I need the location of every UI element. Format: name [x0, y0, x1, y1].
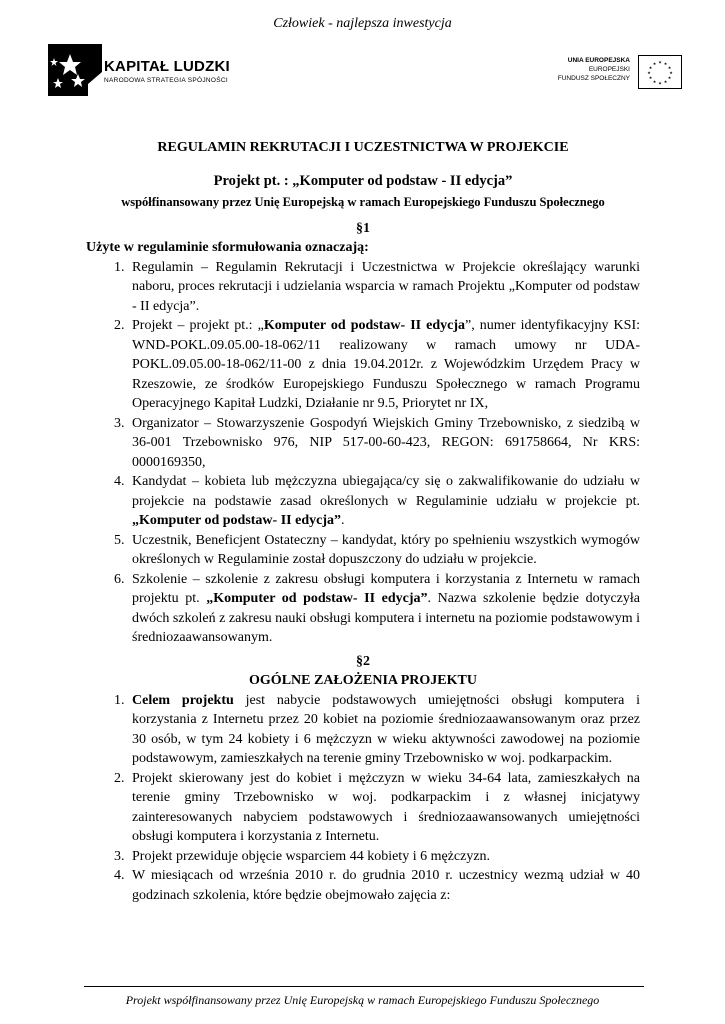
svg-text:★: ★	[663, 61, 668, 66]
kapital-ludzki-logo	[48, 44, 248, 100]
item-text-pre: Kandydat – kobieta lub mężczyzna ubiegająca/cy się o zakwalifikowanie do udziału w projekcie na podstawie zasad określonych w Regulaminie udziału w projekcie pt.	[132, 474, 640, 509]
item-text-bold: „Komputer od podstaw- II edycja”	[206, 591, 428, 606]
item-text-bold: „Komputer od podstaw- II edycja”	[132, 513, 341, 528]
eu-logo-text	[558, 56, 630, 83]
section2-list	[86, 691, 640, 906]
item-text: Projekt skierowany jest do kobiet i mężczyzn w wieku 34-64 lata, zamieszkałych na terenie gminy Trzebownisko w woj. podkarpackim i z własnej inicjatywy zainteresowanych nabyciem podstawowych i średniozaawansowanych umiejętności obsługi komputera i korzystania z Internetu.	[132, 770, 640, 844]
list-item	[128, 258, 640, 317]
footer-divider	[84, 986, 644, 987]
project-title: Projekt pt. : „Komputer od podstaw - II edycja”	[213, 172, 513, 189]
svg-text:★: ★	[667, 65, 672, 70]
footer-text: Projekt współfinansowany przez Unię Europejską w ramach Europejskiego Funduszu Społecznego	[125, 993, 600, 1007]
svg-text:★: ★	[663, 79, 668, 84]
eu-logo-line3: FUNDUSZ SPOŁECZNY	[557, 75, 630, 82]
item-text-pre: Projekt – projekt pt.: „	[132, 318, 264, 333]
document-body	[86, 138, 640, 905]
list-item	[128, 570, 640, 648]
svg-text:★: ★	[647, 70, 651, 75]
section1-sign: §1	[356, 220, 370, 236]
item-text: Organizator – Stowarzyszenie Gospodyń Wiejskich Gminy Trzebownisko, z siedzibą w 36-001 Trzebownisko 976, NIP 517-00-60-423, REGON: 691758664, Nr KRS: 0000169350,	[132, 415, 640, 470]
section1-lead: Użyte w regulaminie sformułowania oznaczają:	[86, 240, 369, 255]
item-text: Projekt przewiduje objęcie wsparciem 44 kobiety i 6 mężczyzn.	[132, 848, 491, 864]
item-text-bold: Celem projektu	[132, 692, 234, 708]
item-text-post: .	[340, 513, 345, 528]
kapital-ludzki-emblem-icon	[48, 44, 102, 100]
section2-heading: OGÓLNE ZAŁOŻENIA PROJEKTU	[249, 673, 477, 688]
list-item	[128, 531, 640, 570]
svg-text:★: ★	[658, 59, 662, 65]
item-text-post: ”, numer identyfikacyjny KSI: WND-POKL.09.05.00-18-062/11 realizowany w ramach umowy nr UDA-POKL.09.05.00-18-062/11-00 z dnia 19.04.2012r. z Wojewódzkim Urzędem Pracy w Rzeszowie, ze środków Europejskiego Funduszu Społecznego w ramach Programu Operacyjnego Kapitał Ludzki, Działanie nr 9.5, Priorytet nr IX,	[132, 318, 640, 411]
item-text-post: . Nazwa szkolenie będzie dotyczyła dwóch szkoleń z zakresu nauki obsługi komputera i internetu na poziomie podstawowym i średniozaawansowanym.	[132, 591, 640, 645]
svg-text:★: ★	[669, 70, 673, 75]
document-title: REGULAMIN REKRUTACJI I UCZESTNICTWA W PROJEKCIE	[157, 140, 569, 155]
list-item	[128, 691, 640, 769]
eu-logo-line1: UNIA EUROPEJSKA	[567, 57, 630, 64]
svg-text:★: ★	[648, 75, 653, 80]
eu-logo	[540, 56, 690, 90]
svg-text:★: ★	[667, 75, 672, 80]
header-tagline: Człowiek - najlepsza inwestycja	[273, 16, 452, 31]
list-item	[128, 769, 640, 847]
svg-text:★: ★	[652, 61, 657, 66]
section1-list	[86, 258, 640, 648]
kapital-ludzki-name: KAPITAŁ LUDZKI	[104, 58, 230, 75]
svg-text:★: ★	[652, 79, 657, 84]
list-item	[128, 847, 640, 867]
list-item	[128, 316, 640, 414]
item-text-pre: Szkolenie – szkolenie z zakresu obsługi komputera i korzystania z Internetu w ramach projektu pt.	[132, 571, 640, 606]
eu-logo-line2: EUROPEJSKI	[588, 66, 630, 73]
svg-text:★: ★	[648, 65, 653, 70]
kapital-ludzki-subtitle: NARODOWA STRATEGIA SPÓJNOŚCI	[104, 77, 228, 84]
item-text: W miesiącach od września 2010 r. do grudnia 2010 r. uczestnicy wezmą udział w 40 godzinach szkolenia, które będzie obejmowało zajęcia z:	[132, 868, 640, 903]
item-text-post: jest nabycie podstawowych umiejętności obsługi komputera i korzystania z Internetu przez 20 kobiet na poziomie średniozaawansowanym oraz przez 30 osób, w tym 24 kobiety i 6 mężczyzn w wieku aktywności zawodowej na poziomie podstawowym, zamieszkałych na terenie gminy Trzebownisko w woj. podkarpackim.	[132, 692, 641, 766]
item-text: Uczestnik, Beneficjent Ostateczny – kandydat, który po spełnieniu wszystkich wymogów określonych w Regulaminie został dopuszczony do udziału w projekcie.	[132, 532, 640, 567]
item-text-bold: Komputer od podstaw- II edycja	[263, 318, 466, 333]
list-item	[128, 866, 640, 905]
list-item	[128, 472, 640, 531]
eu-flag-icon	[638, 55, 682, 89]
svg-text:★: ★	[658, 80, 662, 86]
cofinancing-note: współfinansowany przez Unię Europejską w ramach Europejskiego Funduszu Społecznego	[121, 195, 605, 209]
list-item	[128, 414, 640, 473]
item-text: Regulamin – Regulamin Rekrutacji i Uczestnictwa w Projekcie określający warunki naboru, proces rekrutacji i udzielania wsparcia w ramach Projektu „Komputer od podstaw - II edycja”.	[132, 259, 640, 314]
section2-sign: §2	[356, 653, 370, 669]
